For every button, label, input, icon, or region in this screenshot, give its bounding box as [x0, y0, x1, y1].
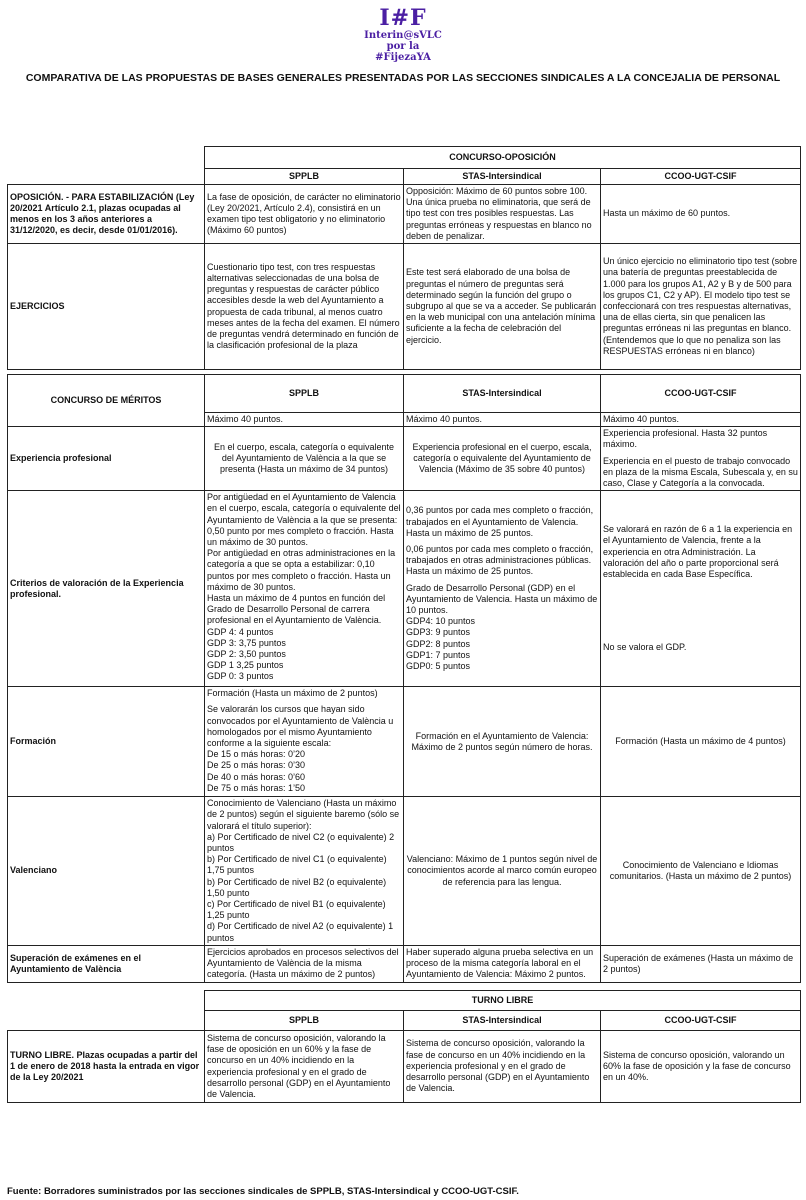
row-label: Experiencia profesional [8, 427, 205, 491]
cell-ccoo [601, 491, 801, 687]
cell-spplb [205, 797, 404, 946]
max-points: Máximo 40 puntos. [601, 413, 801, 427]
text-line: GDP4: 10 puntos [406, 616, 476, 627]
text-line: De 15 o más horas: 0’20 [207, 749, 306, 760]
logo-line-1: Interin@sVLC [364, 30, 442, 41]
text-line: GDP 2: 3,50 puntos [207, 649, 286, 660]
text-line: Por antigüedad en el Ayuntamiento de Valencia en el cuerpo, escala, categoría o equivalente del Ayuntamiento de València a la que se presenta: 0,50 punto por mes completo o fracción. Hasta un máximo de 30 puntos. [207, 492, 401, 548]
column-header: SPPLB [205, 375, 404, 413]
cell-spplb [205, 687, 404, 797]
text-line: Grado de Desarrollo Personal (GDP) en el Ayuntamiento de Valencia. Hasta un máximo de 10 puntos. [406, 582, 598, 615]
text-line: b) Por Certificado de nivel C1 (o equivalente) 1,75 puntos [207, 854, 387, 876]
cell-stas: Valenciano: Máximo de 1 puntos según nivel de conocimientos acorde al marco común europeo de referencia para las lengua. [404, 797, 601, 946]
text-line: De 75 o más horas: 1’50 [207, 782, 306, 793]
text-line: GDP2: 8 puntos [406, 638, 471, 649]
max-points: Máximo 40 puntos. [404, 413, 601, 427]
text-line: GDP 1 3,25 puntos [207, 660, 284, 671]
cell-stas: Experiencia profesional en el cuerpo, escala, categoría o equivalente del Ayuntamiento de Valencia (Máximo de 35 sobre 40 puntos) [404, 427, 601, 491]
cell-spplb: Sistema de concurso oposición, valorando la fase de oposición en un 60% y la fase de concurso en un 40% incidiendo en la experiencia profesional y en el grado de desarrollo personal (GDP) en el Ayuntamiento de Valencia. [205, 1031, 404, 1103]
column-header: STAS-Intersindical [404, 169, 601, 185]
cell-stas: Formación en el Ayuntamiento de Valencia: Máximo de 2 puntos según número de horas. [404, 687, 601, 797]
text-line: Conocimiento de Valenciano (Hasta un máximo de 2 puntos) según el siguiente baremo (sólo se valorará el título superior): [207, 798, 400, 831]
section-header: CONCURSO DE MÉRITOS [8, 375, 205, 427]
cell-spplb: En el cuerpo, escala, categoría o equivalente del Ayuntamiento de València a la que se presenta (Hasta un máximo de 34 puntos) [205, 427, 404, 491]
section-header: CONCURSO-OPOSICIÓN [205, 147, 801, 169]
max-points: Máximo 40 puntos. [205, 413, 404, 427]
cell-spplb: La fase de oposición, de carácter no eliminatorio (Ley 20/2021, Artículo 2.4), consistirá en un examen tipo test obligatorio y no eliminatorio (Máximo 60 puntos) [205, 185, 404, 244]
column-header: SPPLB [205, 169, 404, 185]
cell-ccoo: Superación de exámenes (Hasta un máximo de 2 puntos) [601, 945, 801, 982]
text-line: Se valorará en razón de 6 a 1 la experiencia en el Ayuntamiento de Valencia, frente a la experiencia en otra Administración. La valoración del año o parte proporcional será establecida en cada Base Específica. [603, 524, 793, 579]
column-header: STAS-Intersindical [404, 375, 601, 413]
text-line: No se valora el GDP. [603, 642, 687, 653]
section-header: TURNO LIBRE [205, 991, 801, 1011]
concurso-meritos-table [7, 374, 801, 983]
page-title: COMPARATIVA DE LAS PROPUESTAS DE BASES GENERALES PRESENTADAS POR LAS SECCIONES SINDICALES A LA CONCEJALIA DE PERSONAL [25, 72, 781, 84]
cell-spplb: Ejercicios aprobados en procesos selectivos del Ayuntamiento de València de la misma categoría. (Hasta un máximo de 2 puntos) [205, 945, 404, 982]
text-line: 0,36 puntos por cada mes completo o fracción, trabajados en el Ayuntamiento de Valencia. Hasta un máximo de 25 puntos. [406, 505, 594, 538]
cell-ccoo: Un único ejercicio no eliminatorio tipo test (sobre una batería de preguntas preestablecida de 1.000 para los grupos A1, A2 y B y de 500 para los grupos C1, C2 y AP). El modelo tipo test se confeccionará con tres respuestas alternativas, una de ellas cierta, sin que penalicen las preguntas erróneas ni las preguntas en blanco. (Entendemos que lo que no penaliza son las RESPUESTAS erróneas ni en blanco) [601, 244, 801, 370]
column-header: CCOO-UGT-CSIF [601, 375, 801, 413]
cell-stas [404, 491, 601, 687]
text-line: c) Por Certificado de nivel B1 (o equivalente) 1,25 punto [207, 899, 386, 921]
row-label: Criterios de valoración de la Experiencia profesional. [8, 491, 205, 687]
column-header: CCOO-UGT-CSIF [601, 1011, 801, 1031]
logo-mark: I#F [379, 5, 427, 31]
text-line: De 25 o más horas: 0’30 [207, 760, 306, 771]
text-line: GDP 0: 3 puntos [207, 671, 274, 682]
text-line: GDP1: 7 puntos [406, 649, 471, 660]
cell-ccoo: Formación (Hasta un máximo de 4 puntos) [601, 687, 801, 797]
logo [0, 6, 806, 63]
cell-ccoo: Hasta un máximo de 60 puntos. [601, 185, 801, 244]
text-line: Experiencia en el puesto de trabajo convocado en plaza de la misma Escala, Subescala y, en su caso, Clase y Categoría a la convocada. [603, 455, 798, 489]
text-line: d) Por Certificado de nivel A2 (o equivalente) 1 puntos [207, 921, 394, 943]
text-line: De 40 o más horas: 0’60 [207, 771, 306, 782]
text-line: GDP0: 5 puntos [406, 660, 471, 671]
column-header: CCOO-UGT-CSIF [601, 169, 801, 185]
cell-ccoo: Sistema de concurso oposición, valorando un 60% la fase de oposición y la fase de concurso en un 40%. [601, 1031, 801, 1103]
logo-line-3: #FijezaYA [375, 52, 431, 63]
text-line: GDP 4: 4 puntos [207, 626, 274, 637]
cell-stas: Este test será elaborado de una bolsa de preguntas el número de preguntas será determinado según la función del grupo o subgrupo al que se va a acceder. Se publicarán en la web municipal con una antelación mínima suficiente a la fecha de celebración del ejercicio. [404, 244, 601, 370]
cell-stas: Opposición: Máximo de 60 puntos sobre 100. Una única prueba no eliminatoria, que será de tipo test con tres posibles respuestas. Las preguntas erróneas y respuestas en blanco no deben de penalizar. [404, 185, 601, 244]
cell-spplb [205, 491, 404, 687]
text-line: Experiencia profesional. Hasta 32 puntos máximo. [603, 428, 768, 450]
column-header: STAS-Intersindical [404, 1011, 601, 1031]
row-label: Valenciano [8, 797, 205, 946]
logo-line-2: por la [386, 41, 420, 52]
cell-stas: Haber superado alguna prueba selectiva en un proceso de la misma categoría laboral en el Ayuntamiento de Valencia: Máximo 2 puntos. [404, 945, 601, 982]
text-line: a) Por Certificado de nivel C2 (o equivalente) 2 puntos [207, 831, 395, 854]
cell-stas: Sistema de concurso oposición, valorando la fase de concurso en un 40% incidiendo en la experiencia profesional y en el grado de desarrollo personal (GDP) en el Ayuntamiento de Valencia. [404, 1031, 601, 1103]
column-header: SPPLB [205, 1011, 404, 1031]
text-line: Por antigüedad en otras administraciones en la categoría a que se opta a estabilizar: 0,10 puntos por mes completo o fracción. Hasta un máximo de 30 puntos. [207, 548, 396, 592]
row-label: Superación de exámenes en el Ayuntamiento de València [8, 945, 205, 982]
text-line: Formación (Hasta un máximo de 2 puntos) [207, 688, 378, 699]
row-label: OPOSICIÓN. - PARA ESTABILIZACIÓN (Ley 20/2021 Artículo 2.1, plazas ocupadas al menos en los 3 años anteriores a 31/12/2020, es decir, desde 01/01/2016). [8, 185, 205, 244]
text-line: Hasta un máximo de 4 puntos en función del Grado de Desarrollo Personal de carrera profesional en el Ayuntamiento de València. [207, 593, 386, 626]
row-label: Formación [8, 687, 205, 797]
cell-ccoo [601, 427, 801, 491]
text-line: GDP 3: 3,75 puntos [207, 637, 286, 648]
concurso-oposicion-table [7, 146, 801, 370]
cell-spplb: Cuestionario tipo test, con tres respuestas alternativas seleccionadas de una bolsa de preguntas y respuestas de carácter público accesibles desde la web del Ayuntamiento a propuesta de cada tribunal, al menos cuatro meses antes de la fecha del examen. El número de preguntas vendrá determinado en función de la clasificación profesional de la plaza [205, 244, 404, 370]
row-label: TURNO LIBRE. Plazas ocupadas a partir del 1 de enero de 2018 hasta la entrada en vigor de la Ley 20/2021 [8, 1031, 205, 1103]
row-label: EJERCICIOS [8, 244, 205, 370]
cell-ccoo: Conocimiento de Valenciano e Idiomas comunitarios. (Hasta un máximo de 2 puntos) [601, 797, 801, 946]
text-line: 0,06 puntos por cada mes completo o fracción, trabajados en otras administraciones públicas. Hasta un máximo de 25 puntos. [406, 543, 594, 577]
text-line: GDP3: 9 puntos [406, 627, 471, 638]
text-line: b) Por Certificado de nivel B2 (o equivalente) 1,50 punto [207, 876, 387, 898]
footer-source: Fuente: Borradores suministrados por las secciones sindicales de SPPLB, STAS-Intersindical y CCOO-UGT-CSIF. [7, 1186, 519, 1197]
turno-libre-table [7, 990, 801, 1103]
text-line: Se valorarán los cursos que hayan sido convocados por el Ayuntamiento de València u homologados por el mismo Ayuntamiento conforme a la siguiente escala: [207, 704, 394, 749]
